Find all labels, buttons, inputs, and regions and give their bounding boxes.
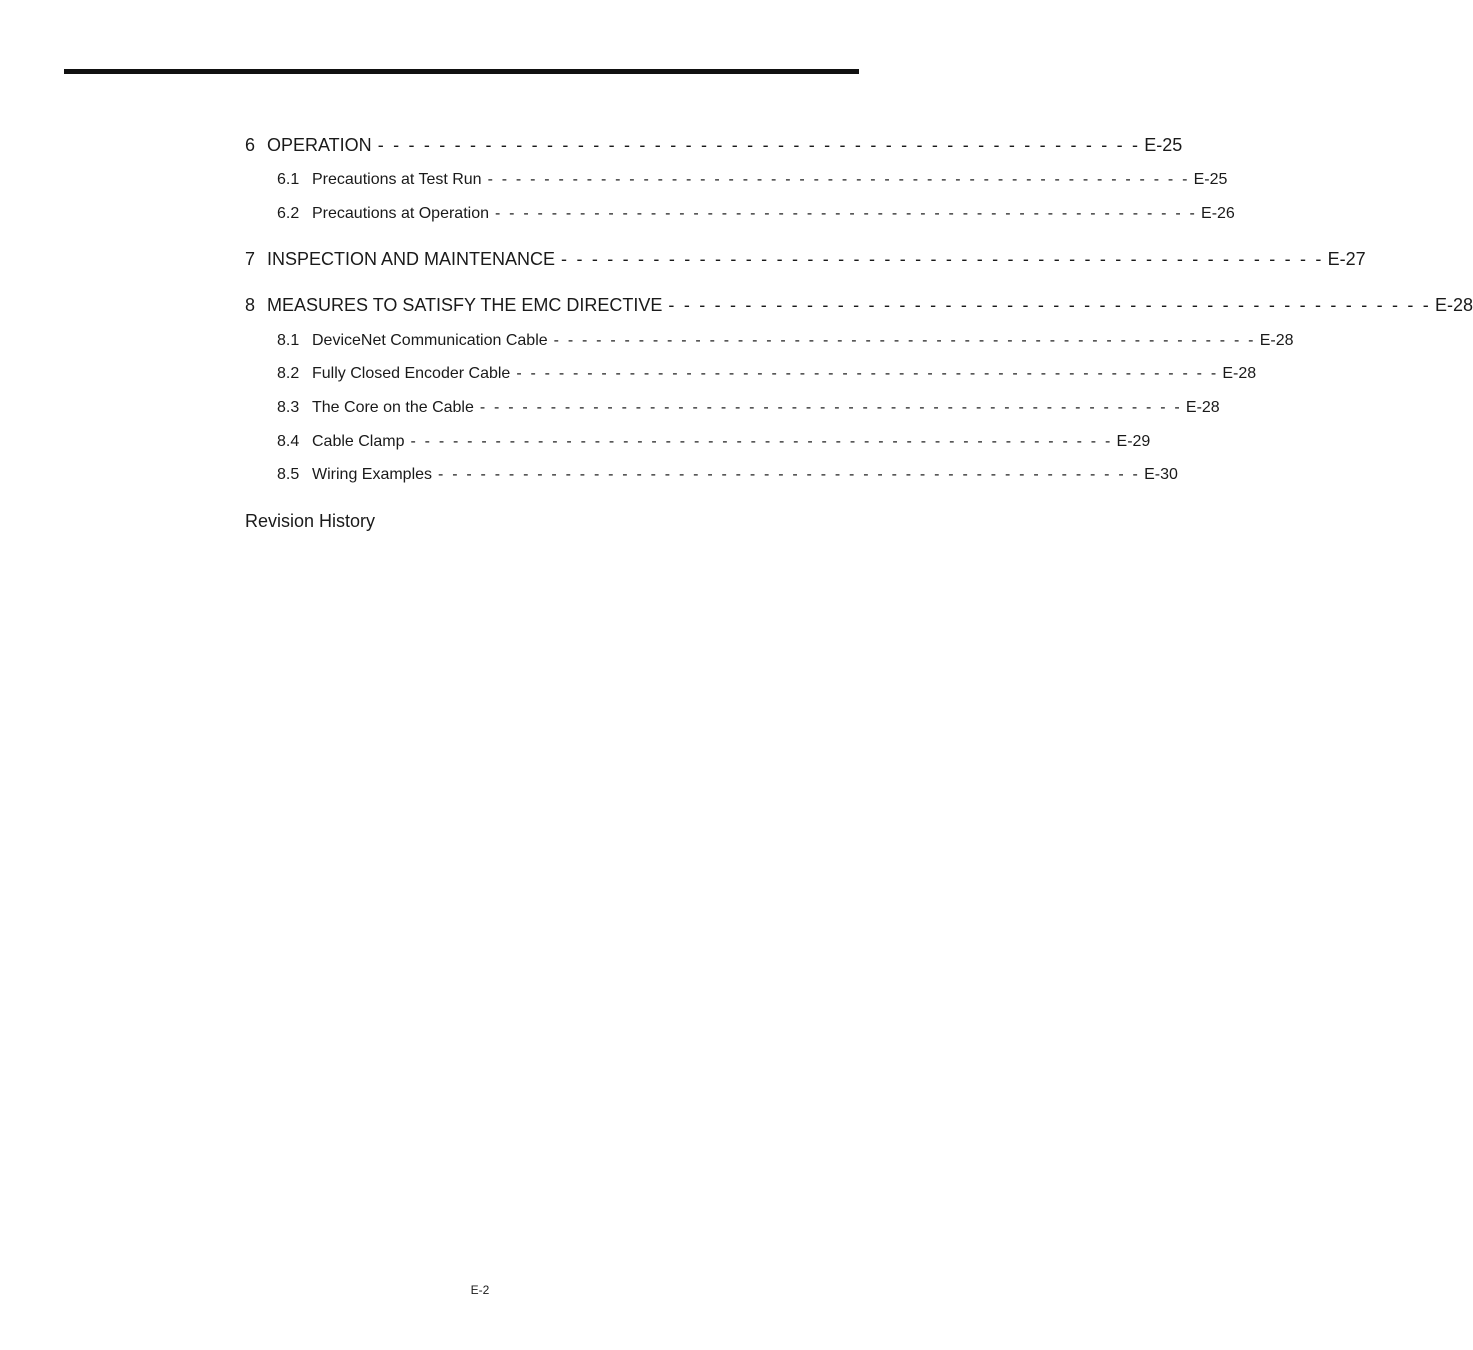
toc-entry-8-2[interactable] — [277, 365, 1257, 383]
toc-entry-8-3[interactable] — [277, 399, 1220, 417]
toc-entry-7[interactable] — [245, 249, 1366, 270]
toc-entry-title: MEASURES TO SATISFY THE EMC DIRECTIVE — [267, 295, 663, 315]
toc-entry-number: 6.2 — [277, 205, 300, 222]
toc-entry-title: DeviceNet Communication Cable — [312, 332, 548, 349]
toc-entry-number: 6.1 — [277, 171, 300, 188]
toc-entry-page: E-28 — [1434, 295, 1473, 315]
dot-leader: - - - - - - - - - - - - - - - - - - - - - - - - - - - - - - - - - - - - - - - - - - - - - - - - - - — [377, 135, 1141, 155]
toc-entry-8-4[interactable] — [277, 433, 1151, 451]
dot-leader: - - - - - - - - - - - - - - - - - - - - - - - - - - - - - - - - - - - - - - - - - - - - - - - - - - — [561, 249, 1324, 269]
toc-entry-8-1[interactable] — [277, 332, 1294, 350]
toc-entry-page: E-29 — [1116, 433, 1151, 450]
toc-entry-number: 8.1 — [277, 332, 300, 349]
toc-entry-title: OPERATION — [267, 135, 372, 155]
page-number: E-2 — [470, 1283, 490, 1297]
toc-entry-page: E-28 — [1222, 365, 1257, 382]
toc-entry-6-2[interactable] — [277, 205, 1235, 223]
dot-leader: - - - - - - - - - - - - - - - - - - - - - - - - - - - - - - - - - - - - - - - - - - - - - - - - - - — [410, 433, 1113, 450]
dot-leader: - - - - - - - - - - - - - - - - - - - - - - - - - - - - - - - - - - - - - - - - - - - - - - - - - - — [668, 295, 1431, 315]
toc-entry-title: Cable Clamp — [312, 433, 405, 450]
toc-entry-title: Precautions at Operation — [312, 205, 489, 222]
toc-entry-number: 8.4 — [277, 433, 300, 450]
toc-entry-number: 8 — [245, 295, 256, 315]
toc-entry-number: 8.2 — [277, 365, 300, 382]
toc-entry-title: Wiring Examples — [312, 466, 433, 483]
toc-entry-page: E-27 — [1327, 249, 1366, 269]
toc-entry-6[interactable] — [245, 135, 1183, 156]
toc-entry-page: E-25 — [1144, 135, 1183, 155]
toc-entry-title: Precautions at Test Run — [312, 171, 482, 188]
dot-leader: - - - - - - - - - - - - - - - - - - - - - - - - - - - - - - - - - - - - - - - - - - - - - - - - - - — [495, 205, 1198, 222]
toc-entry-page: E-28 — [1259, 332, 1294, 349]
toc-entry-8-5[interactable] — [277, 466, 1178, 484]
toc-entry-page: E-25 — [1193, 171, 1228, 188]
header-rule — [64, 69, 859, 74]
toc-entry-page: E-26 — [1201, 205, 1235, 222]
toc-entry-page: E-30 — [1144, 466, 1178, 483]
dot-leader: - - - - - - - - - - - - - - - - - - - - - - - - - - - - - - - - - - - - - - - - - - - - - - - - - - — [553, 332, 1256, 349]
toc-entry-6-1[interactable] — [277, 171, 1228, 189]
dot-leader: - - - - - - - - - - - - - - - - - - - - - - - - - - - - - - - - - - - - - - - - - - - - - - - - - - — [487, 171, 1190, 188]
toc-entry-page: E-28 — [1185, 399, 1220, 416]
dot-leader: - - - - - - - - - - - - - - - - - - - - - - - - - - - - - - - - - - - - - - - - - - - - - - - - - - — [479, 399, 1182, 416]
toc-entry-number: 7 — [245, 249, 256, 269]
toc-entry-number: 8.3 — [277, 399, 300, 416]
toc-entry-title: The Core on the Cable — [312, 399, 474, 416]
toc-entry-8[interactable] — [245, 295, 1473, 316]
dot-leader: - - - - - - - - - - - - - - - - - - - - - - - - - - - - - - - - - - - - - - - - - - - - - - - - - - — [516, 365, 1219, 382]
toc-entry-number: 8.5 — [277, 466, 300, 483]
toc-entry-title: Fully Closed Encoder Cable — [312, 365, 511, 382]
toc-entry-number: 6 — [245, 135, 256, 155]
toc-entry-title: INSPECTION AND MAINTENANCE — [267, 249, 556, 269]
toc-entry-revision-history[interactable]: Revision History — [245, 511, 376, 531]
dot-leader: - - - - - - - - - - - - - - - - - - - - - - - - - - - - - - - - - - - - - - - - - - - - - - - - - - — [438, 466, 1141, 483]
